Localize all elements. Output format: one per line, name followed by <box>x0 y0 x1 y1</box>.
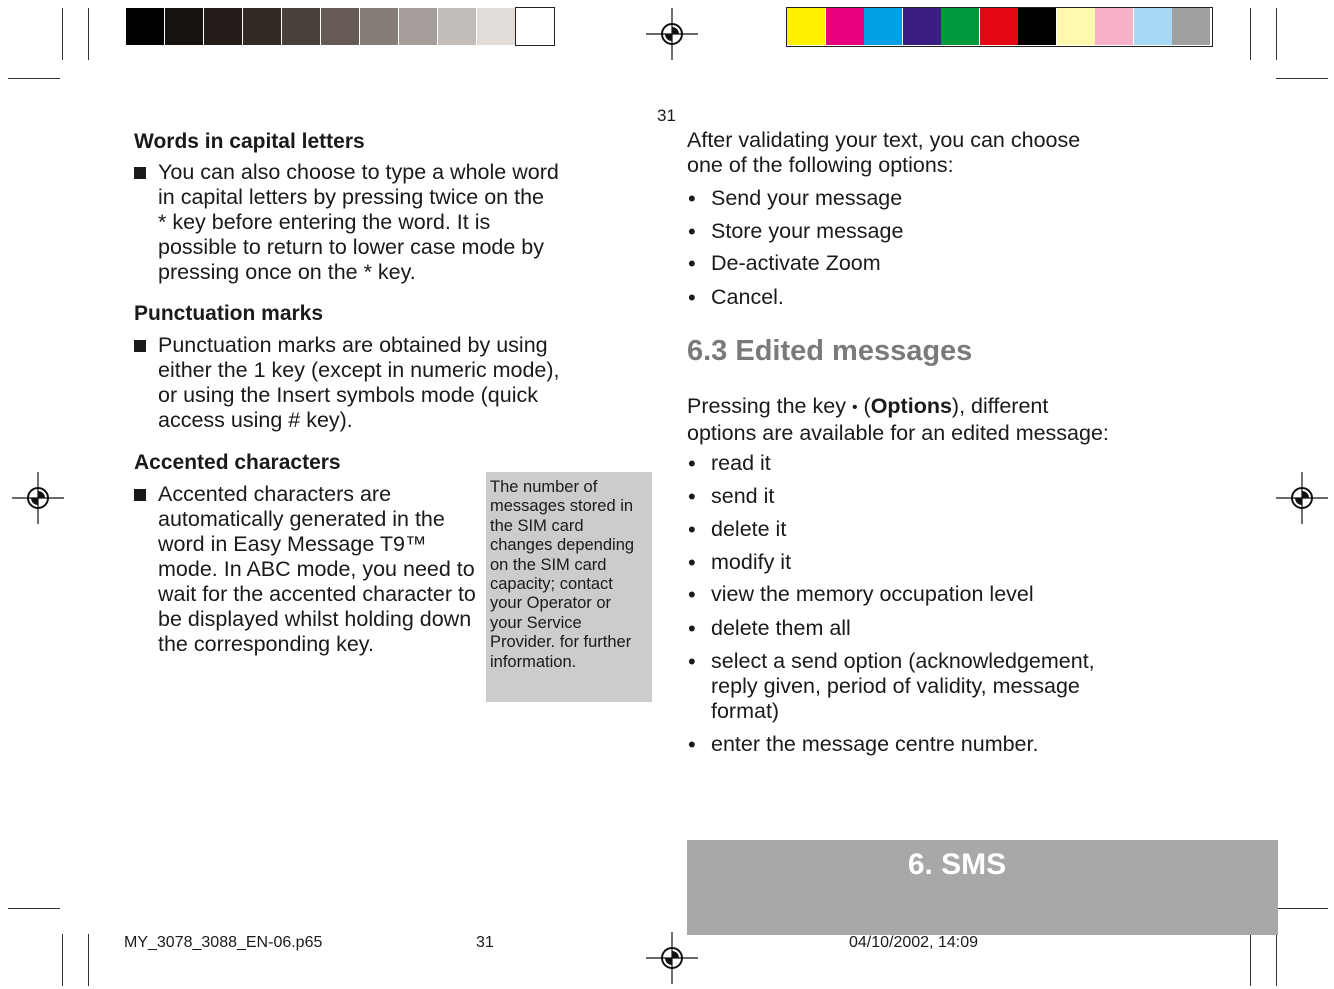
list-item: delete them all <box>711 616 851 640</box>
list-item: send it <box>711 484 775 508</box>
crop-mark <box>1276 908 1328 909</box>
edited-intro-paragraph: Pressing the key • (Options), different options are available for an edited message: <box>687 394 1109 445</box>
chapter-tab <box>687 840 1278 935</box>
bullet-dot-icon: • <box>688 484 696 509</box>
crop-mark <box>62 934 63 986</box>
list-item: view the memory occupation level <box>711 582 1034 606</box>
bullet-dot-icon: • <box>688 451 696 476</box>
crop-mark <box>1276 8 1277 60</box>
bullet-dot-icon: • <box>688 285 696 310</box>
section-heading: Punctuation marks <box>134 302 324 325</box>
list-item: Send your message <box>711 186 903 210</box>
bullet-dot-icon: • <box>688 186 696 211</box>
bullet-dot-icon: • <box>688 649 696 674</box>
page-number: 31 <box>657 106 676 125</box>
bullet-dot-icon: • <box>688 550 696 575</box>
registration-mark-icon <box>12 472 64 524</box>
bullet-dot-icon: • <box>688 219 696 244</box>
crop-mark <box>8 78 60 79</box>
chapter-title: 6. SMS <box>907 848 1007 881</box>
list-item: De-activate Zoom <box>711 251 881 275</box>
list-item: delete it <box>711 517 787 541</box>
crop-mark <box>88 8 89 60</box>
bullet-dot-icon: • <box>688 517 696 542</box>
paragraph-accented: Accented characters are automatically generated in the word in Easy Message T9™ mode. In ABC mode, you need to wait for the accented character to be displayed whilst holding down the corresponding key. <box>158 482 476 656</box>
list-item: enter the message centre number. <box>711 732 1039 756</box>
section-heading: Words in capital letters <box>134 130 365 153</box>
crop-mark <box>62 8 63 60</box>
color-bar-frame <box>786 7 1213 47</box>
paragraph-capital-letters: You can also choose to type a whole word in capital letters by pressing twice on the * key before entering the word. It is possible to return to lower case mode by pressing once on the * key. <box>158 160 559 284</box>
paragraph-punctuation: Punctuation marks are obtained by using either the 1 key (except in numeric mode), or using the Insert symbols mode (quick access using # key). <box>158 333 560 432</box>
crop-mark <box>88 934 89 986</box>
list-item: Cancel. <box>711 285 784 309</box>
crop-mark <box>8 908 60 909</box>
bullet-dot-icon: • <box>688 251 696 276</box>
list-item: read it <box>711 451 771 475</box>
sidebar-note: The number of messages stored in the SIM card changes depending on the SIM card capacity; contact your Operator or your Service Provider. for further information. <box>486 472 652 702</box>
footer-page-number: 31 <box>476 934 494 951</box>
square-bullet-icon <box>134 167 146 179</box>
list-item: Store your message <box>711 219 904 243</box>
footer-filename: MY_3078_3088_EN-06.p65 <box>124 934 323 951</box>
crop-mark <box>1276 78 1328 79</box>
bullet-dot-icon: • <box>688 732 696 757</box>
crop-mark <box>1276 934 1277 986</box>
list-item: select a send option (acknowledgement, reply given, period of validity, message format) <box>711 649 1095 723</box>
list-item: modify it <box>711 550 792 574</box>
registration-mark-icon <box>1276 472 1328 524</box>
section-title: 6.3 Edited messages <box>687 335 973 367</box>
footer-datetime: 04/10/2002, 14:09 <box>849 934 979 951</box>
intro-paragraph: After validating your text, you can choose one of the following options: <box>687 128 1081 177</box>
section-heading: Accented characters <box>134 451 341 474</box>
square-bullet-icon <box>134 340 146 352</box>
crop-mark <box>1250 8 1251 60</box>
square-bullet-icon <box>134 489 146 501</box>
key-dot-icon: • <box>851 399 858 416</box>
bullet-dot-icon: • <box>688 582 696 607</box>
bullet-dot-icon: • <box>688 616 696 641</box>
crop-mark <box>1250 934 1251 986</box>
